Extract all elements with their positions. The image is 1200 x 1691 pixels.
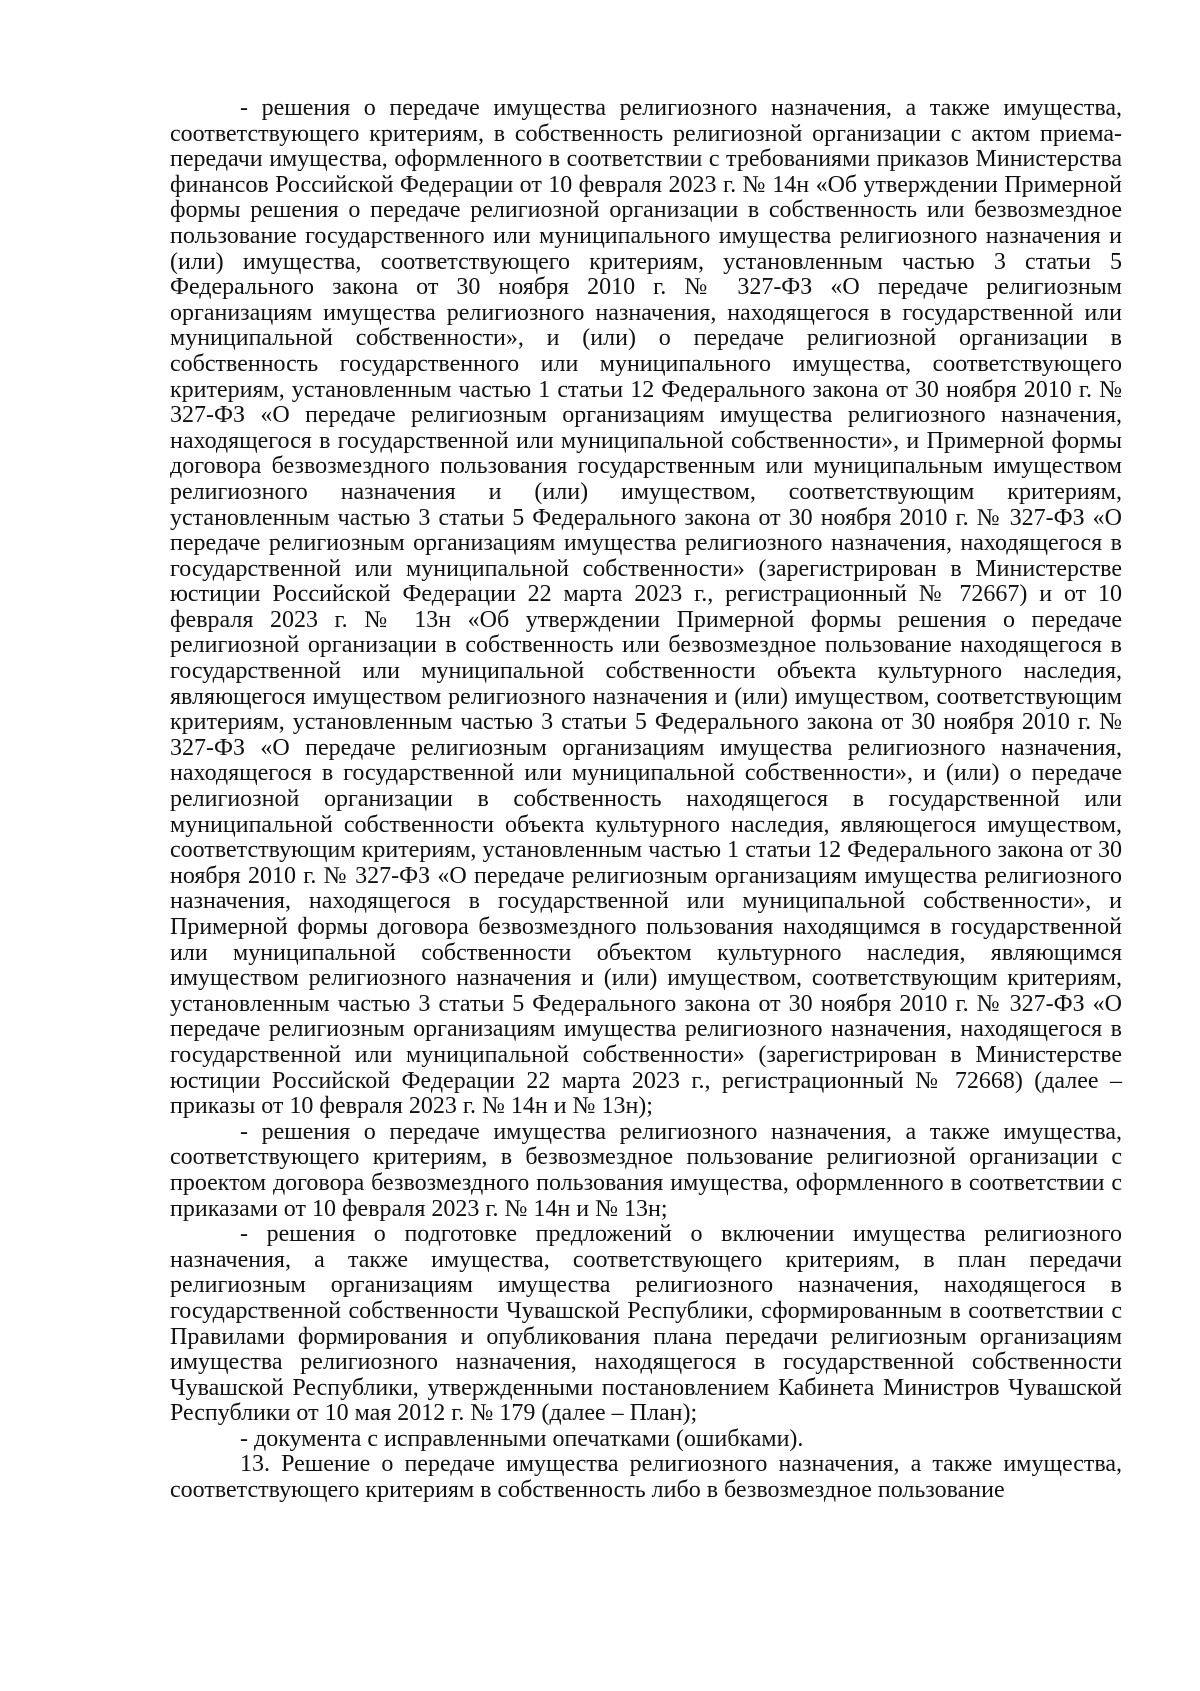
paragraph-free-use-decision: - решения о передаче имущества религиозного назначения, а также имущества, соответствующего критериям, в безвозмездное пользование религиозной организации с проектом договора безвозмездного пользования имущества, оформленного в соответствии с приказами от 10 февраля 2023 г. № 14н и № 13н; [170, 1118, 1122, 1222]
document-page [170, 96, 1122, 1504]
paragraph-ownership-transfer-decision: - решения о передаче имущества религиозного назначения, а также имущества, соответствующего критериям, в собственность религиозной организации с актом приема-передачи имущества, оформленного в соответствии с требованиями приказов Министерства финансов Российской Федерации от 10 февраля 2023 г. № 14н «Об утверждении Примерной формы решения о передаче религиозной организации в собственность или безвозмездное пользование государственного или муниципального имущества религиозного назначения и (или) имущества, соответствующего критериям, установленным частью 3 статьи 5 Федерального закона от 30 ноября 2010 г. № 327-ФЗ «О передаче религиозным организациям имущества религиозного назначения, находящегося в государственной или муниципальной собственности», и (или) о передаче религиозной организации в собственность государственного или муниципального имущества, соответствующего критериям, установленным частью 1 статьи 12 Федерального закона от 30 ноября 2010 г. № 327-ФЗ «О передаче религиозным организациям имущества религиозного назначения, находящегося в государственной или муниципальной собственности», и Примерной формы договора безвозмездного пользования государственным или муниципальным имуществом религиозного назначения и (или) имуществом, соответствующим критериям, установленным частью 3 статьи 5 Федерального закона от 30 ноября 2010 г. № 327-ФЗ «О передаче религиозным организациям имущества религиозного назначения, находящегося в государственной или муниципальной собственности» (зарегистрирован в Министерстве юстиции Российской Федерации 22 марта 2023 г., регистрационный № 72667) и от 10 февраля 2023 г. № 13н «Об утверждении Примерной формы решения о передаче религиозной организации в собственность или безвозмездное пользование находящегося в государственной или муниципальной собственности объекта культурного наследия, являющегося имуществом религиозного назначения и (или) имуществом, соответствующим критериям, установленным частью 3 статьи 5 Федерального закона от 30 ноября 2010 г. № 327-ФЗ «О передаче религиозным организациям имущества религиозного назначения, находящегося в государственной или муниципальной собственности», и (или) о передаче религиозной организации в собственность находящегося в государственной или муниципальной собственности объекта культурного наследия, являющегося имуществом, соответствующим критериям, установленным частью 1 статьи 12 Федерального закона от 30 ноября 2010 г. № 327-ФЗ «О передаче религиозным организациям имущества религиозного назначения, находящегося в государственной или муниципальной собственности», и Примерной формы договора безвозмездного пользования находящимся в государственной или муниципальной собственности объектом культурного наследия, являющимся имуществом религиозного назначения и (или) имуществом, соответствующим критериям, установленным частью 3 статьи 5 Федерального закона от 30 ноября 2010 г. № 327-ФЗ «О передаче религиозным организациям имущества религиозного назначения, находящегося в государственной или муниципальной собственности» (зарегистрирован в Министерстве юстиции Российской Федерации 22 марта 2023 г., регистрационный № 72668) (далее – приказы от 10 февраля 2023 г. № 14н и № 13н); [170, 95, 1122, 1120]
paragraph-clause-13: 13. Решение о передаче имущества религиозного назначения, а также имущества, соответствующего критериям в собственность либо в безвозмездное пользование [170, 1451, 1122, 1504]
paragraph-corrected-document: - документа с исправленными опечатками (ошибками). [240, 1425, 804, 1452]
paragraph-plan-inclusion-decision: - решения о подготовке предложений о включении имущества религиозного назначения, а также имущества, соответствующего критериям, в план передачи религиозным организациям имущества религиозного назначения, находящегося в государственной собственности Чувашской Республики, сформированным в соответствии с Правилами формирования и опубликования плана передачи религиозным организациям имущества религиозного назначения, находящегося в государственной собственности Чувашской Республики, утвержденными постановлением Кабинета Министров Чувашской Республики от 10 мая 2012 г. № 179 (далее – План); [170, 1221, 1122, 1427]
